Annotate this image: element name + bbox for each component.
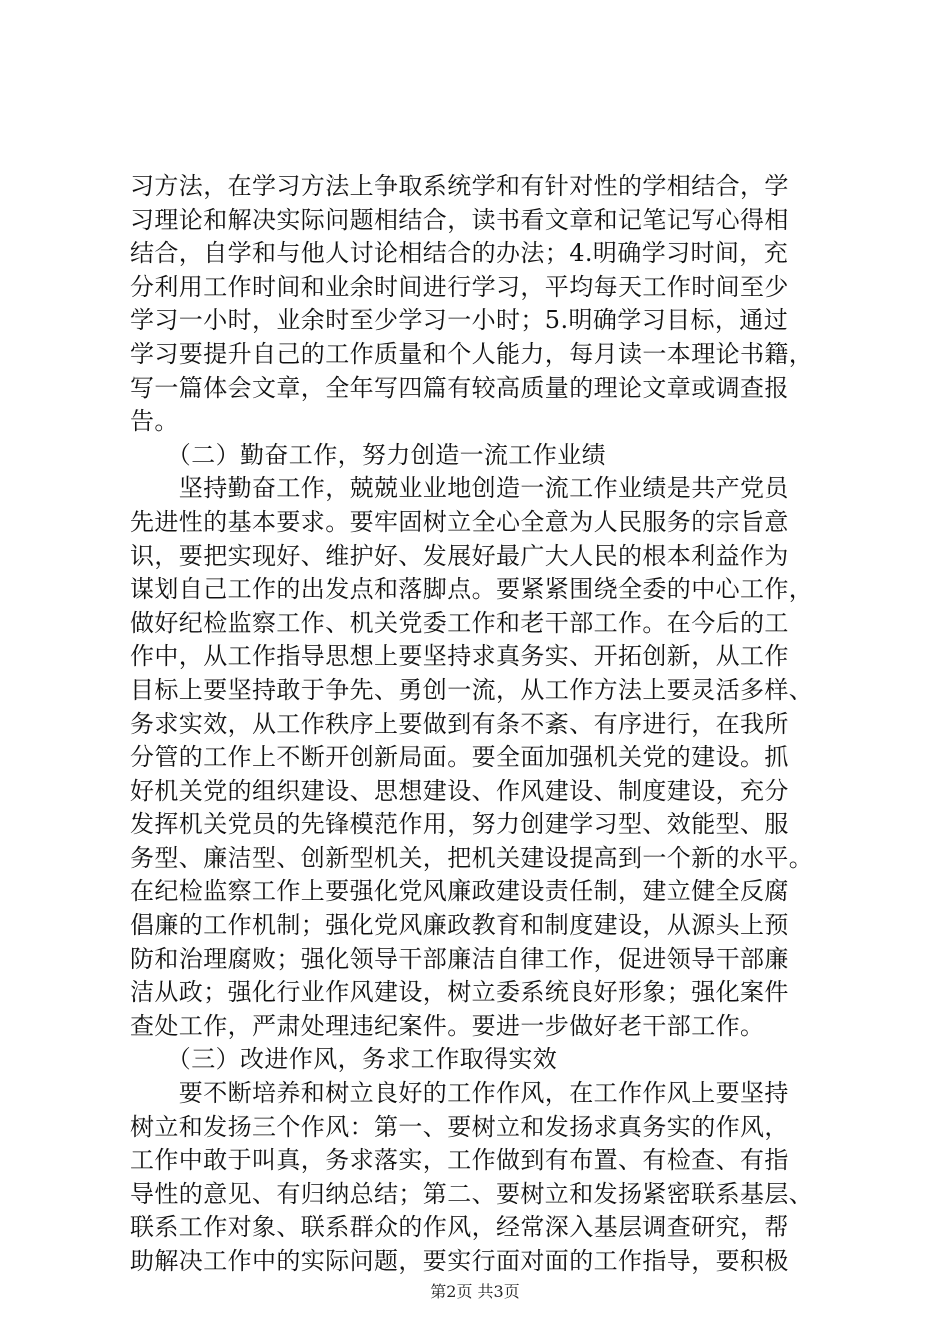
text-line: 导性的意见、有归纳总结；第二、要树立和发扬紧密联系基层、 bbox=[130, 1179, 814, 1208]
text-line: （三）改进作风，务求工作取得实效 bbox=[130, 1045, 558, 1074]
text-line: 好机关党的组织建设、思想建设、作风建设、制度建设，充分 bbox=[130, 776, 789, 805]
text-line: 务求实效，从工作秩序上要做到有条不紊、有序进行，在我所 bbox=[130, 709, 789, 738]
text-line: （二）勤奋工作，努力创造一流工作业绩 bbox=[130, 440, 606, 469]
text-line: 做好纪检监察工作、机关党委工作和老干部工作。在今后的工 bbox=[130, 608, 789, 637]
text-line: 务型、廉洁型、创新型机关，把机关建设提高到一个新的水平。 bbox=[130, 843, 814, 872]
text-line: 助解决工作中的实际问题，要实行面对面的工作指导，要积极 bbox=[130, 1247, 789, 1275]
text-line: 工作中敢于叫真，务求落实，工作做到有布置、有检查、有指 bbox=[130, 1146, 789, 1175]
text-line: 分管的工作上不断开创新局面。要全面加强机关党的建设。抓 bbox=[130, 743, 789, 772]
text-line: 分利用工作时间和业余时间进行学习，平均每天工作时间至少 bbox=[130, 272, 789, 301]
text-line: 查处工作，严肃处理违纪案件。要进一步做好老干部工作。 bbox=[130, 1011, 765, 1040]
text-line: 要不断培养和树立良好的工作作风，在工作作风上要坚持 bbox=[130, 1079, 789, 1108]
text-line: 先进性的基本要求。要牢固树立全心全意为人民服务的宗旨意 bbox=[130, 507, 789, 536]
text-line: 倡廉的工作机制；强化党风廉政教育和制度建设，从源头上预 bbox=[130, 911, 789, 940]
text-line: 谋划自己工作的出发点和落脚点。要紧紧围绕全委的中心工作， bbox=[130, 575, 814, 604]
document-body bbox=[130, 170, 820, 1279]
text-line: 防和治理腐败；强化领导干部廉洁自律工作，促进领导干部廉 bbox=[130, 944, 789, 973]
text-line: 目标上要坚持敢于争先、勇创一流，从工作方法上要灵活多样、 bbox=[130, 675, 814, 704]
text-line: 告。 bbox=[130, 407, 179, 436]
text-line: 坚持勤奋工作，兢兢业业地创造一流工作业绩是共产党员 bbox=[130, 474, 789, 503]
text-line: 树立和发扬三个作风：第一、要树立和发扬求真务实的作风， bbox=[130, 1112, 789, 1141]
text-line: 识，要把实现好、维护好、发展好最广大人民的根本利益作为 bbox=[130, 541, 789, 570]
text-line: 习方法，在学习方法上争取系统学和有针对性的学相结合，学 bbox=[130, 172, 789, 200]
page-number-footer: 第2页 共3页 bbox=[430, 1282, 520, 1301]
text-line: 写一篇体会文章，全年写四篇有较高质量的理论文章或调查报 bbox=[130, 373, 789, 402]
text-line: 联系工作对象、联系群众的作风，经常深入基层调查研究，帮 bbox=[130, 1213, 789, 1242]
text-line: 在纪检监察工作上要强化党风廉政建设责任制，建立健全反腐 bbox=[130, 877, 789, 906]
text-line: 作中，从工作指导思想上要坚持求真务实、开拓创新，从工作 bbox=[130, 642, 789, 671]
text-line: 洁从政；强化行业作风建设，树立委系统良好形象；强化案件 bbox=[130, 978, 789, 1007]
text-line: 发挥机关党员的先锋模范作用，努力创建学习型、效能型、服 bbox=[130, 810, 789, 839]
text-line: 学习一小时，业余时至少学习一小时；5.明确学习目标，通过 bbox=[130, 306, 789, 335]
text-line: 学习要提升自己的工作质量和个人能力，每月读一本理论书籍， bbox=[130, 339, 814, 368]
text-line: 结合，自学和与他人讨论相结合的办法；4.明确学习时间，充 bbox=[130, 239, 789, 268]
text-line: 习理论和解决实际问题相结合，读书看文章和记笔记写心得相 bbox=[130, 205, 789, 234]
